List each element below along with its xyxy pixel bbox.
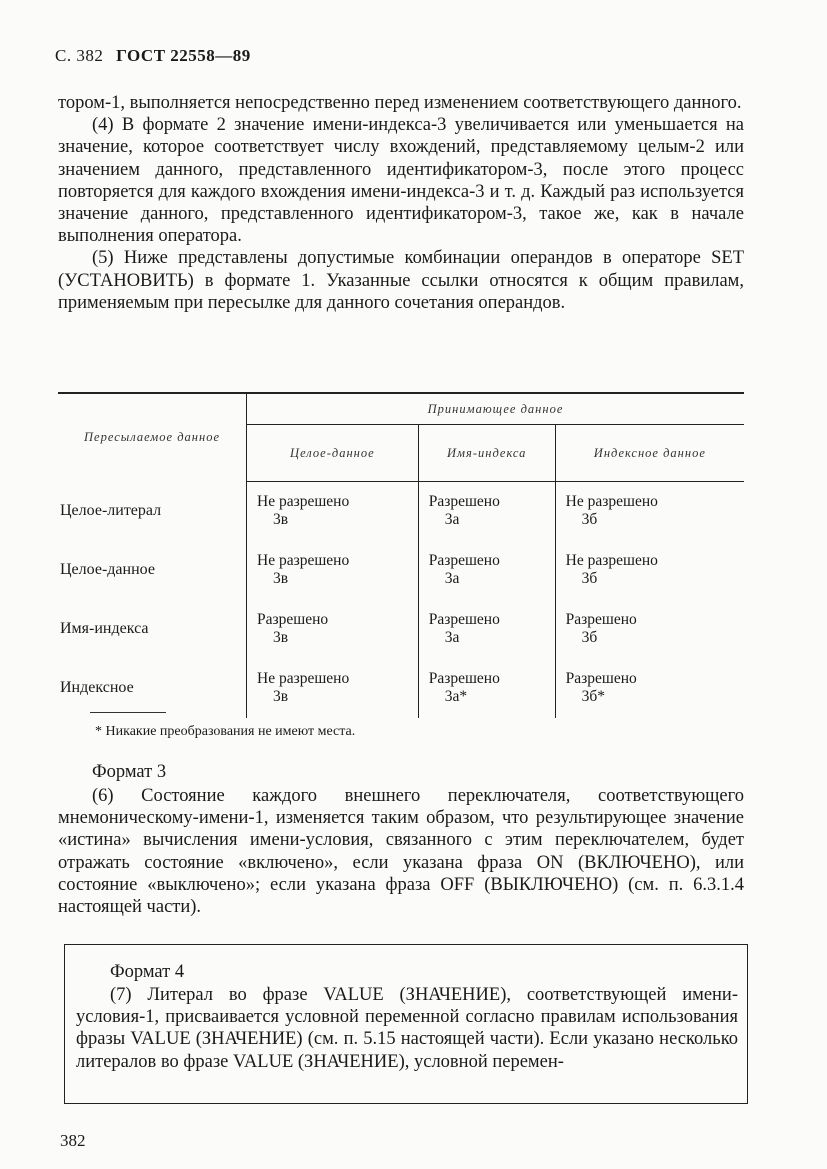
table-cell: Не разрешено 3б: [555, 541, 744, 600]
format3-title: Формат 3: [92, 762, 167, 782]
header-standard: ГОСТ 22558—89: [116, 46, 251, 65]
table-cell: Разрешено 3а: [418, 541, 555, 600]
paragraph: тором-1, выполняется непосредственно перед изменением соответствующего данного.: [58, 93, 742, 113]
format4-paragraph: [76, 984, 738, 1073]
row-label: Индексное: [60, 679, 134, 696]
table-row: [58, 600, 744, 659]
table-cell: Не разрешено 3в: [247, 541, 419, 600]
row-label: Целое-литерал: [60, 502, 162, 519]
intro-paragraphs: [58, 92, 744, 314]
column-header: Целое-данное: [247, 425, 419, 482]
table-cell: Не разрешено 3б: [555, 482, 744, 541]
paragraph-5: (5) Ниже представлены допустимые комбинации операндов в операторе SET (УСТАНОВИТЬ) в формате 1. Указанные ссылки относятся к общим правилам, применяемым при пересылке для данного сочетания операндов.: [58, 248, 744, 313]
table-cell: Не разрешено 3в: [247, 659, 419, 718]
column-header: Имя-индекса: [418, 425, 555, 482]
header-page-ref: С. 382: [55, 46, 104, 65]
row-label: Целое-данное: [60, 561, 155, 578]
table-cell: Разрешено 3а: [418, 600, 555, 659]
paragraph-6: (6) Состояние каждого внешнего переключателя, соответствующего мнемоническому-имени-1, изменяется таким образом, что результирующее значение «истина» вычисления имени-условия, связанного с этим переключателем, будет отражать состояние «включено», если указана фраза ON (ВКЛЮЧЕНО), или состояние «выключено»; если указана фраза OFF (ВЫКЛЮЧЕНО) (см. п. 6.3.1.4 настоящей части).: [58, 786, 744, 918]
row-header: Пересылаемое данное: [58, 393, 247, 482]
format4-title: Формат 4: [110, 962, 185, 982]
group-header: Принимающее данное: [247, 393, 745, 425]
table-cell: Разрешено 3в: [247, 600, 419, 659]
column-header: Индексное данное: [555, 425, 744, 482]
footnote-divider: [90, 712, 166, 713]
table-cell: Разрешено 3б: [555, 600, 744, 659]
page-number: 382: [60, 1131, 86, 1150]
paragraph-4: (4) В формате 2 значение имени-индекса-3 увеличивается или уменьшается на значение, которое соответствует числу вхождений, представляемому целым-2 или значением данного, представленного идентификатором-3, после этого процесс повторяется для каждого вхождения имени-индекса-3 и т. д. Каждый раз используется значение данного, представленного идентификатором-3, такое же, как в начале выполнения оператора.: [58, 115, 744, 247]
footnote: * Никакие преобразования не имеют места.: [95, 724, 356, 739]
format3-paragraph: [58, 785, 744, 918]
table-row: [58, 541, 744, 600]
table-cell: Разрешено 3а*: [418, 659, 555, 718]
table-cell: Разрешено 3а: [418, 482, 555, 541]
paragraph-7: (7) Литерал во фразе VALUE (ЗНАЧЕНИЕ), соответствующей имени-условия-1, присваивается условной переменной согласно правилам использования фразы VALUE (ЗНАЧЕНИЕ) (см. п. 5.15 настоящей части). Если указано несколько литералов во фразе VALUE (ЗНАЧЕНИЕ), условной перемен-: [76, 985, 738, 1072]
row-label: Имя-индекса: [60, 620, 149, 637]
table-row: [58, 659, 744, 718]
table-row: [58, 482, 744, 541]
table-cell: Не разрешено 3в: [247, 482, 419, 541]
table-cell: Разрешено 3б*: [555, 659, 744, 718]
page-header: [55, 46, 251, 66]
operand-table: [58, 392, 744, 718]
